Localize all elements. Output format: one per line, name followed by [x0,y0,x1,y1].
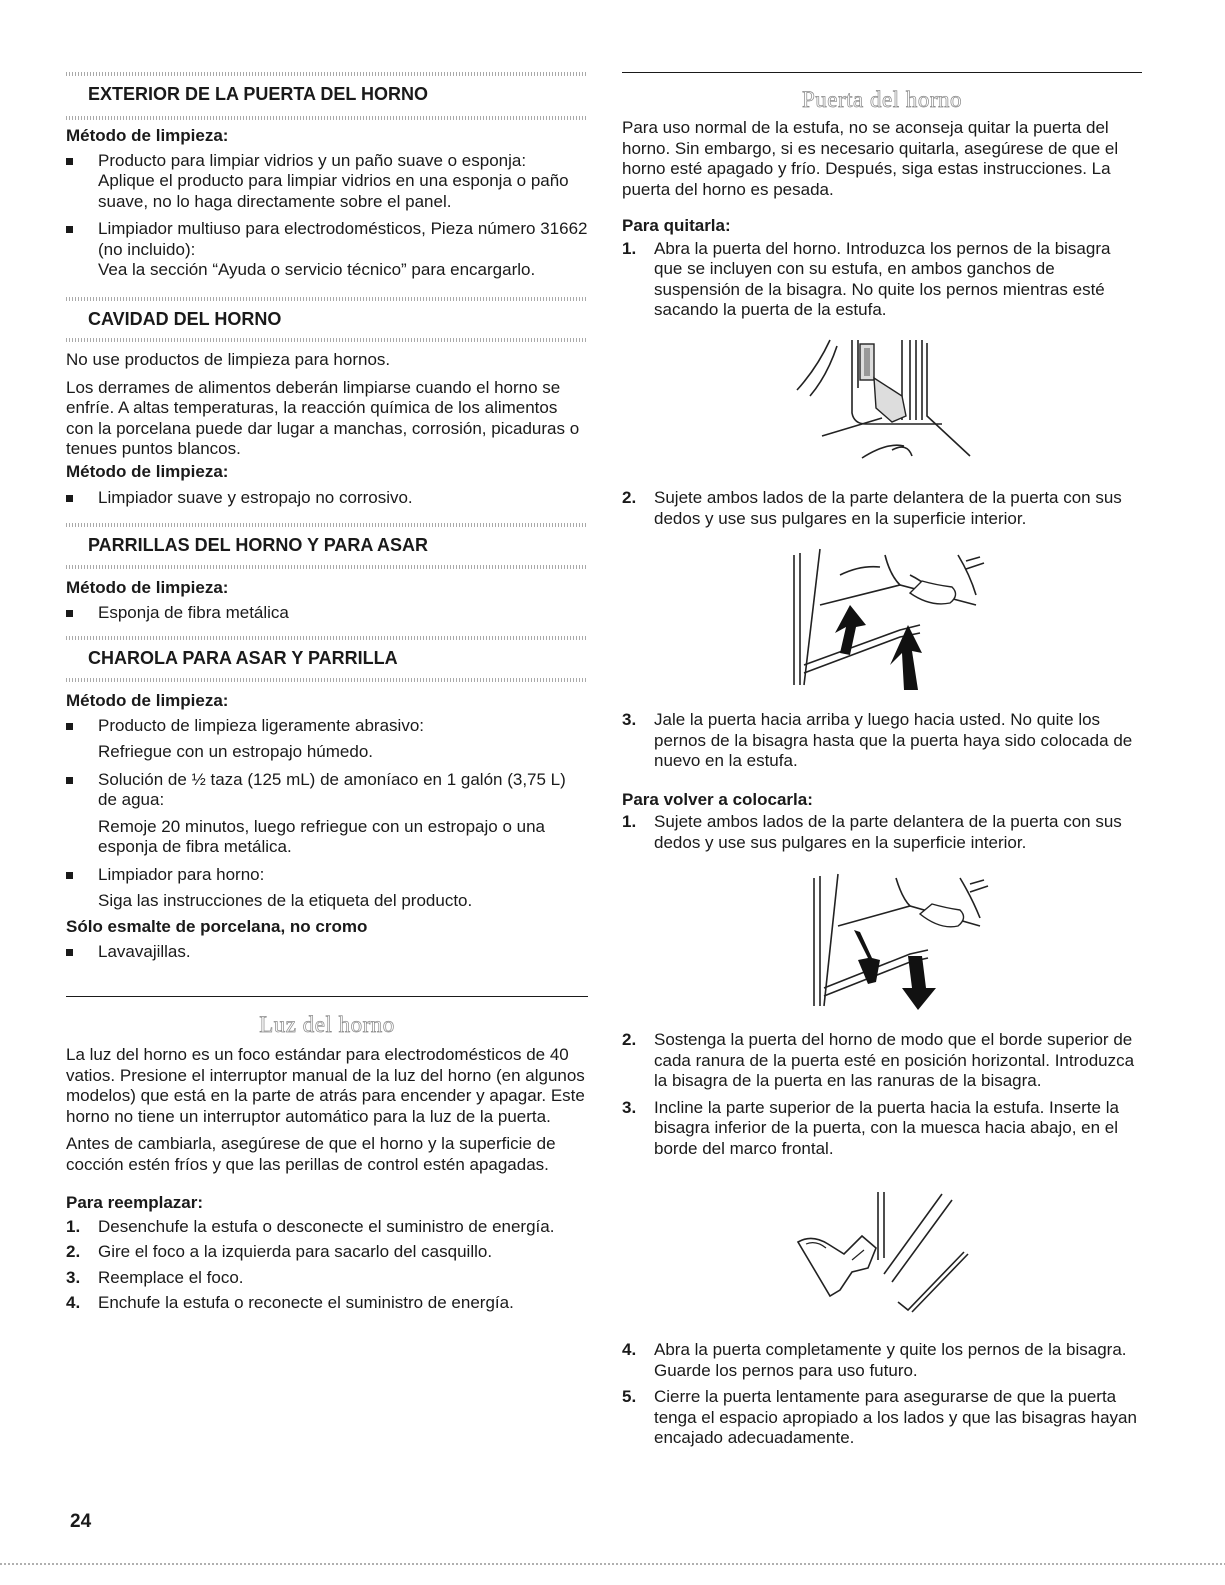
section-title: CAVIDAD DEL HORNO [88,309,282,329]
cavidad-content [66,350,588,509]
step-number: 1. [622,238,637,258]
paragraph: Antes de cambiarla, asegúrese de que el horno y la superficie de cocción estén fríos y que las perillas de control estén apagadas. [66,1134,556,1174]
item-text: Solución de ½ taza (125 mL) de amoníaco en 1 galón (3,75 L) de agua: [98,769,566,809]
divider [66,72,588,76]
parrillas-content [66,578,588,623]
item-text: Esponja de fibra metálica [98,602,289,622]
charola-content [66,691,588,963]
divider [66,338,588,342]
subheading-volver: Para volver a colocarla: [622,789,813,809]
right-column [622,0,1142,1585]
divider [66,297,588,301]
step-text: Abra la puerta del horno. Introduzca los pernos de la bisagra que se incluyen con su estufa, en ambos ganchos de suspensión de la bisagra. No quite los pernos mientras esté sacando la puerta de la estufa. [654,238,1111,319]
door-replace-illustration [810,870,990,1010]
section-title: PARRILLAS DEL HORNO Y PARA ASAR [88,535,429,555]
step-number: 4. [622,1340,637,1359]
hinge-pin-illustration [792,338,977,473]
list-item [66,865,588,912]
step-number: 2. [622,488,637,507]
divider [66,116,588,120]
step-text: Jale la puerta hacia arriba y luego hacia usted. No quite los pernos de la bisagra hasta que la puerta haya sido colocada de nuevo en la estufa. [654,710,1133,770]
step-item [622,1340,1142,1381]
bullet-icon [66,610,73,617]
exterior-content [66,126,588,281]
item-detail: Aplique el producto para limpiar vidrios en una esponja o paño suave, no lo haga directamente sobre el panel. [98,171,569,211]
list-item [66,716,588,763]
step-item [66,1293,588,1314]
left-column [66,0,588,1585]
divider [66,523,588,527]
step-3-block [622,710,1142,853]
item-text: Limpiador multiuso para electrodomésticos, Pieza número 31662 (no incluido): [98,219,588,259]
list-item [66,151,588,213]
bottom-border [0,1563,1225,1565]
item-text: Lavavajillas. [98,942,191,961]
hinge-notch-illustration [792,1190,977,1315]
step-text: Desenchufe la estufa o desconecte el suministro de energía. [98,1216,555,1236]
section-header-parrillas [66,523,588,569]
section-header-charola [66,636,588,682]
bullet-icon [66,226,73,233]
item-detail: Refriegue con un estropajo húmedo. [98,742,374,761]
section-title-luz: Luz del horno [259,1012,395,1037]
step-item [66,1268,588,1289]
final-steps-block [622,1340,1142,1449]
bullet-icon [66,872,73,879]
luz-content [66,1045,588,1314]
item-text: Producto para limpiar vidrios y un paño suave o esponja: [98,150,527,170]
step-text: Incline la parte superior de la puerta hacia la estufa. Inserte la bisagra inferior de la puerta, con la muesca hacia abajo, en el borde del marco frontal. [654,1097,1119,1158]
divider [66,678,588,682]
divider [66,636,588,640]
paragraph: Los derrames de alimentos deberán limpiarse cuando el horno se enfríe. A altas temperaturas, la reacción química de los alimentos con la porcelana puede dar lugar a manchas, corrosión, picaduras o tenues puntos blancos. [66,377,580,458]
bullet-icon [66,158,73,165]
item-text: Limpiador suave y estropajo no corrosivo. [98,488,413,507]
section-title: CHAROLA PARA ASAR Y PARRILLA [88,648,398,668]
section-rule [66,996,588,997]
bullet-icon [66,495,73,502]
step-text: Sostenga la puerta del horno de modo que el borde superior de cada ranura de la puerta esté en posición horizontal. Introduzca la bisagra de la puerta en las ranuras de la bisagra. [654,1030,1135,1090]
step-item [622,1030,1142,1092]
replace-steps-block [622,1030,1142,1159]
step-item [622,239,1142,321]
page-number: 24 [70,1511,92,1532]
step-text: Abra la puerta completamente y quite los pernos de la bisagra. Guarde los pernos para uso futuro. [654,1340,1127,1380]
step-number: 4. [66,1293,81,1312]
step-text: Gire el foco a la izquierda para sacarlo del casquillo. [98,1242,493,1261]
step-text: Cierre la puerta lentamente para asegurarse de que la puerta tenga el espacio apropiado a los lados y que las bisagras hayan encajado adecuadamente. [654,1387,1137,1447]
list-item [66,770,588,858]
bullet-icon [66,777,73,784]
puerta-intro [622,118,1142,321]
list-item [66,942,588,963]
door-lift-illustration [790,545,990,690]
step-item [66,1242,588,1263]
bullet-icon [66,949,73,956]
step-number: 3. [622,1097,637,1117]
item-detail: Siga las instrucciones de la etiqueta del producto. [98,891,473,910]
item-text: Producto de limpieza ligeramente abrasivo: [98,715,425,735]
paragraph: No use productos de limpieza para hornos. [66,350,391,369]
paragraph: Para uso normal de la estufa, no se aconseja quitar la puerta del horno. Sin embargo, si es necesario quitarla, asegúrese de que el horno esté apagado y frío. Después, siga estas instrucciones. La puerta del horno es pesada. [622,118,1119,199]
step-number: 3. [622,710,637,729]
step-item [622,1387,1142,1449]
list-item [66,219,588,281]
section-header-exterior [66,72,588,120]
step-number: 1. [622,812,637,831]
step-text: Sujete ambos lados de la parte delantera de la puerta con sus dedos y use sus pulgares en la superficie interior. [654,812,1122,852]
step-2-block [622,488,1142,529]
section-rule [622,72,1142,73]
divider [66,565,588,569]
step-number: 3. [66,1267,81,1287]
item-detail: Remoje 20 minutos, luego refriegue con un estropajo o una esponja de fibra metálica. [98,816,546,856]
section-header-cavidad [66,297,588,342]
method-heading: Método de limpieza: [66,578,229,597]
section-title: EXTERIOR DE LA PUERTA DEL HORNO [88,84,429,104]
step-number: 2. [66,1242,81,1261]
step-item [622,710,1142,772]
step-item [622,1098,1142,1160]
method-heading: Método de limpieza: [66,461,229,481]
section-title-puerta: Puerta del horno [801,87,962,112]
list-item [66,488,588,509]
step-item [622,488,1142,529]
step-text: Enchufe la estufa o reconecte el suministro de energía. [98,1293,514,1312]
item-text: Limpiador para horno: [98,864,265,884]
step-item [66,1217,588,1238]
step-text: Sujete ambos lados de la parte delantera de la puerta con sus dedos y use sus pulgares en la superficie interior. [654,488,1122,528]
step-text: Reemplace el foco. [98,1267,244,1287]
list-item [66,603,588,624]
item-detail: Vea la sección “Ayuda o servicio técnico” para encargarlo. [98,260,536,279]
paragraph: La luz del horno es un foco estándar para electrodomésticos de 40 vatios. Presione el interruptor manual de la luz del horno (en algunos modelos) que está en la parte de atrás para encender y apagar. Este horno no tiene un interruptor automático para la luz de la puerta. [66,1045,585,1126]
method-heading: Método de limpieza: [66,126,229,145]
bullet-icon [66,723,73,730]
step-number: 2. [622,1030,637,1049]
subheading-quitar: Para quitarla: [622,216,731,235]
subheading: Para reemplazar: [66,1193,204,1212]
step-number: 5. [622,1387,637,1406]
step-item [622,812,1142,853]
method-heading: Método de limpieza: [66,691,229,710]
step-number: 1. [66,1216,81,1236]
subheading: Sólo esmalte de porcelana, no cromo [66,916,368,936]
